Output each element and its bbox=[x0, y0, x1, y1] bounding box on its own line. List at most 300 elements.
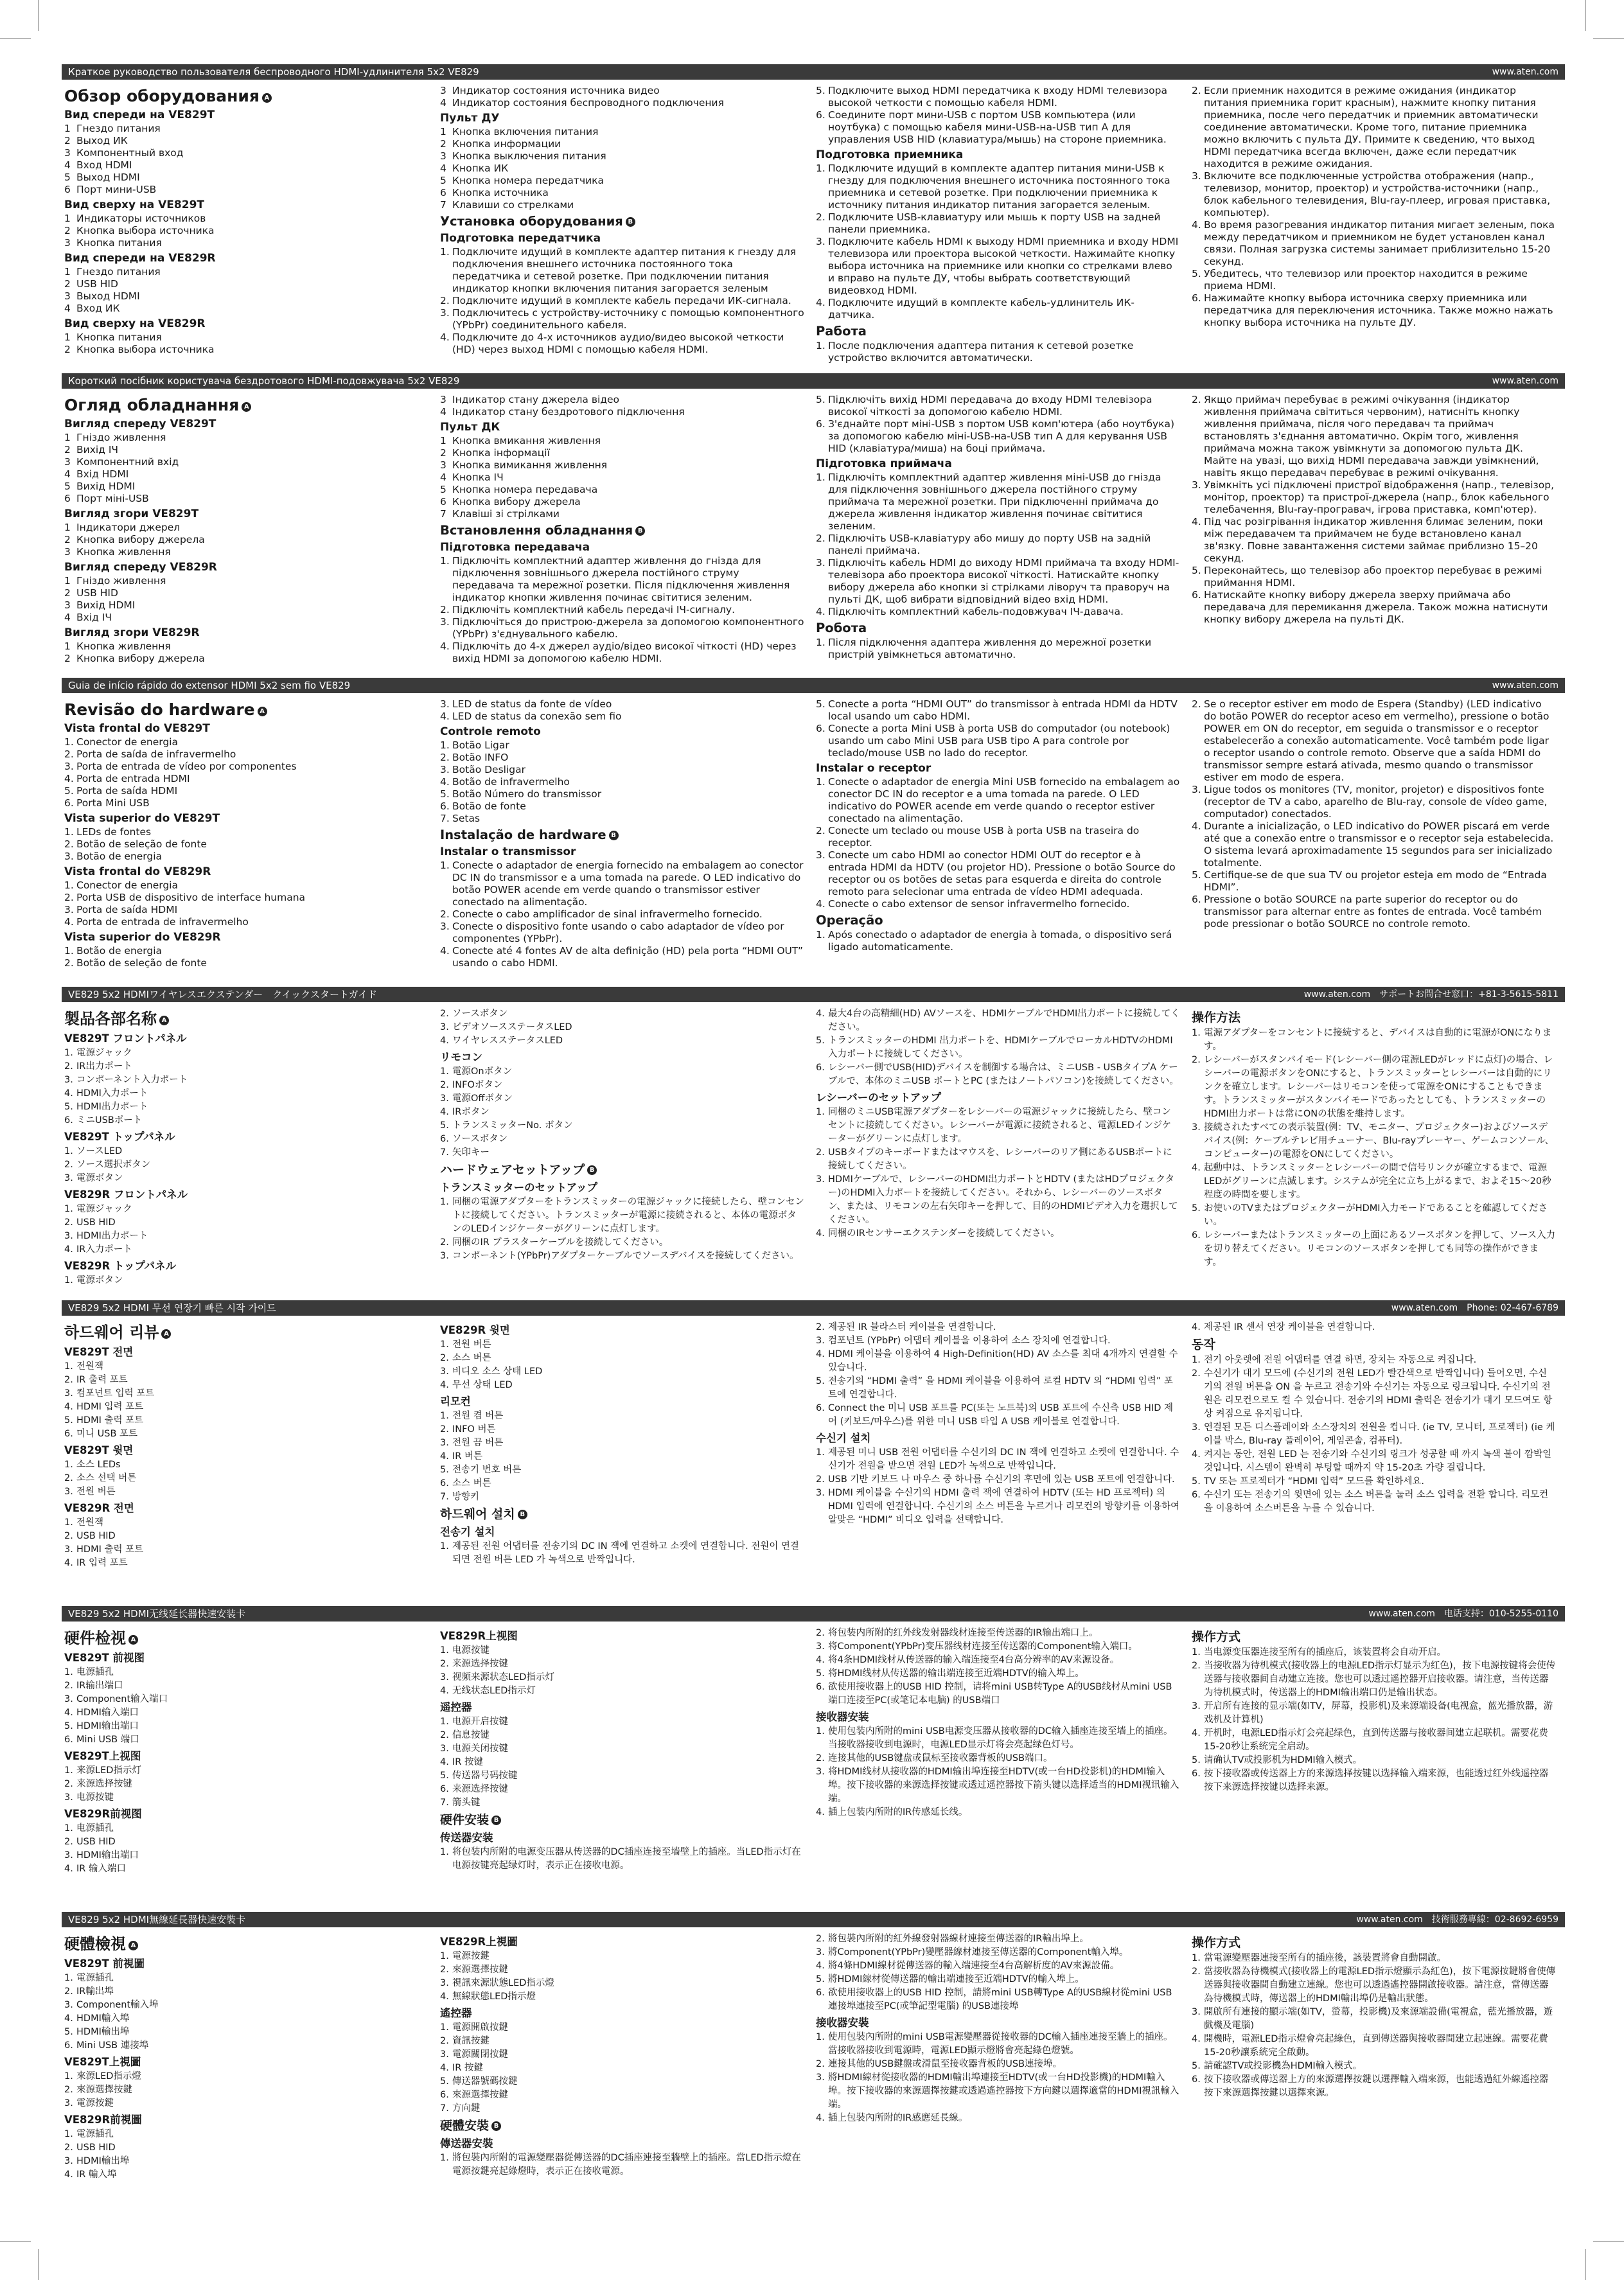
list-item-number: 3. bbox=[1192, 784, 1201, 795]
list-item-number: 3. bbox=[1192, 1122, 1201, 1133]
section-header-title: VE829 5x2 HDMI无线延长器快速安装卡 bbox=[68, 1608, 246, 1620]
list-item bbox=[816, 1752, 1180, 1765]
list-item-number: 3 bbox=[64, 147, 71, 159]
list-item-number: 1. bbox=[440, 1951, 449, 1961]
heading-text: 操作方式 bbox=[1192, 1630, 1241, 1644]
heading-text: Vista superior do VE829R bbox=[64, 931, 221, 944]
list-item-text: Кнопка інформації bbox=[452, 447, 550, 459]
heading-text: Controle remoto bbox=[440, 725, 541, 738]
heading-text: VE829T 윗면 bbox=[64, 1444, 134, 1456]
list-item-number: 7. bbox=[440, 1492, 449, 1502]
list-item-text: USB HID bbox=[76, 278, 118, 290]
heading-text: 遙控器 bbox=[440, 2007, 472, 2019]
list-item-number: 2. bbox=[1192, 85, 1201, 96]
list-item-number: 1. bbox=[440, 1197, 449, 1207]
heading-text: Вид спереди на VE829T bbox=[64, 109, 215, 121]
group-heading bbox=[816, 457, 1180, 471]
list-item bbox=[64, 1087, 428, 1100]
list-item bbox=[64, 957, 428, 969]
list-item-number: 1 bbox=[64, 266, 71, 278]
list-item-text: Підключіть комплектний адаптер живлення до гнізда для підключення зовнішнього джерела постійного струму передавача та мережної розетки. Після підключення живлення індикатор кнопки живлення починає світитися зеленим. bbox=[452, 555, 790, 603]
section-title bbox=[64, 395, 428, 415]
text-column bbox=[437, 1627, 813, 1876]
list-item-text: 来源LED指示灯 bbox=[76, 1765, 141, 1776]
list-item-number: 5. bbox=[816, 1668, 825, 1679]
list-item bbox=[64, 1530, 428, 1543]
list-item-number: 4 bbox=[440, 163, 446, 174]
list-item bbox=[816, 723, 1180, 759]
list-item-number: 5. bbox=[1192, 1203, 1201, 1214]
list-item-number: 3. bbox=[440, 1366, 449, 1377]
list-item bbox=[440, 394, 804, 406]
list-item-number: 1 bbox=[64, 522, 71, 533]
list-item-text: 電源插孔 bbox=[76, 1973, 114, 1983]
section-header-title: VE829 5x2 HDMI 무선 연장기 빠른 시작 가이드 bbox=[68, 1302, 276, 1314]
list-item-text: 将Component(YPbPr)变压器线材连接至传送器的Component输入端口。 bbox=[828, 1641, 1138, 1652]
section-header-bar bbox=[62, 373, 1565, 389]
list-item-number: 1. bbox=[440, 2022, 449, 2033]
list-item bbox=[1192, 1367, 1556, 1421]
list-item bbox=[440, 1742, 804, 1756]
heading-text: VE829R前视图 bbox=[64, 1808, 142, 1820]
list-item-text: HDMI 입력 포트 bbox=[76, 1402, 144, 1412]
list-item bbox=[1192, 1754, 1556, 1767]
list-item-number: 3. bbox=[816, 2072, 825, 2083]
list-item bbox=[816, 163, 1180, 211]
list-item-text: HDMIケーブルで、レシーバーのHDMI出力ポートとHDTV (またはHDプロジェクター)のHDMI入力ポートを接続してください。それから、レシーバーのソースボタン、または、リモコンの左右矢印キーを押して、目的のHDMIビデオ入力を選択してください。 bbox=[828, 1174, 1178, 1225]
text-column bbox=[437, 85, 813, 364]
list-item bbox=[816, 2031, 1180, 2058]
list-item-number: 1 bbox=[64, 213, 71, 224]
list-item bbox=[816, 825, 1180, 849]
list-item bbox=[64, 653, 428, 665]
subsection-title bbox=[440, 827, 804, 843]
list-item-number: 2. bbox=[440, 2036, 449, 2046]
heading-text: 操作方法 bbox=[1192, 1011, 1241, 1025]
list-item bbox=[440, 555, 804, 604]
list-item bbox=[440, 126, 804, 138]
list-item bbox=[816, 109, 1180, 146]
list-item bbox=[64, 1374, 428, 1387]
list-item bbox=[440, 788, 804, 800]
list-item-number: 7 bbox=[440, 199, 446, 211]
group-heading bbox=[64, 812, 428, 826]
list-item bbox=[440, 484, 804, 496]
list-item-text: 電源開啟按鍵 bbox=[452, 2022, 508, 2033]
list-item-number: 1. bbox=[440, 2153, 449, 2163]
list-item bbox=[64, 1145, 428, 1158]
list-item bbox=[440, 1769, 804, 1783]
list-item bbox=[440, 1007, 804, 1021]
group-heading bbox=[440, 845, 804, 859]
list-item-number: 5. bbox=[816, 85, 825, 96]
list-item-text: Після підключення адаптера живлення до мережної розетки пристрій увімкнеться автоматично. bbox=[828, 637, 1152, 660]
list-item bbox=[440, 1021, 804, 1034]
list-item bbox=[816, 849, 1180, 898]
group-heading bbox=[64, 2055, 428, 2069]
list-item-number: 2. bbox=[64, 2143, 73, 2153]
list-item bbox=[440, 2089, 804, 2102]
subsection-title bbox=[816, 621, 1180, 636]
list-item bbox=[440, 1338, 804, 1352]
list-item-number: 3. bbox=[64, 2156, 73, 2166]
group-heading bbox=[64, 1651, 428, 1665]
heading-text: VE829T 前視圖 bbox=[64, 1957, 145, 1970]
list-item bbox=[64, 1835, 428, 1849]
heading-text: Вид сверху на VE829T bbox=[64, 199, 205, 211]
list-item-number: 4. bbox=[64, 1708, 73, 1718]
list-item-number: 3. bbox=[64, 1231, 73, 1241]
list-item-text: Кнопка ИК bbox=[452, 163, 509, 174]
list-item-number: 6. bbox=[440, 800, 450, 812]
list-item-text: IR入力ポート bbox=[76, 1244, 132, 1255]
list-item bbox=[64, 123, 428, 135]
list-item-number: 1. bbox=[64, 736, 74, 748]
list-item-number: 5. bbox=[1192, 2061, 1201, 2071]
list-item-number: 4 bbox=[64, 468, 71, 480]
list-item-number: 2. bbox=[440, 1730, 449, 1740]
list-item-text: トランスミッターNo. ボタン bbox=[452, 1120, 573, 1131]
list-item-text: HDMI输出端口 bbox=[76, 1721, 139, 1731]
list-item-number: 5 bbox=[64, 172, 71, 183]
text-column bbox=[62, 1627, 437, 1876]
list-item-text: IRボタン bbox=[452, 1107, 490, 1117]
list-item-text: Кнопка живлення bbox=[76, 641, 171, 652]
list-item bbox=[64, 575, 428, 587]
list-item-text: お使いのTVまたはプロジェクターがHDMI入力モードであることを確認してください。 bbox=[1204, 1203, 1548, 1227]
list-item-text: Porta de entrada HDMI bbox=[76, 773, 190, 784]
list-item-number: 1. bbox=[816, 1726, 825, 1737]
list-item-text: Гнездо питания bbox=[76, 123, 161, 134]
list-item-number: 4. bbox=[816, 1349, 825, 1359]
list-item-number: 3 bbox=[440, 394, 446, 405]
list-item-number: 1. bbox=[816, 163, 825, 174]
list-item bbox=[64, 2070, 428, 2083]
list-item-text: Вход ИК bbox=[76, 303, 120, 314]
group-heading bbox=[64, 1807, 428, 1821]
list-item bbox=[64, 748, 428, 761]
heading-text: Vista superior do VE829T bbox=[64, 812, 220, 825]
list-item bbox=[64, 1764, 428, 1778]
list-item-text: Переконайтесь, що телевізор або проектор перебуває в режимі приймання HDMI. bbox=[1204, 565, 1542, 588]
list-item-text: 來源選擇按鍵 bbox=[452, 1965, 508, 1975]
list-item-text: Кнопка вибору джерела bbox=[76, 653, 205, 664]
list-item-text: 电源开启按键 bbox=[452, 1717, 508, 1727]
section-header-title: Краткое руководство пользователя беспроводного HDMI-удлинителя 5x2 VE829 bbox=[68, 66, 479, 78]
list-item bbox=[816, 1681, 1180, 1708]
list-item bbox=[64, 2168, 428, 2182]
heading-text: 硬體檢視 bbox=[64, 1935, 126, 1953]
list-item-number: 3 bbox=[64, 599, 71, 611]
list-item-number: 1. bbox=[64, 1146, 73, 1156]
list-item bbox=[64, 1849, 428, 1862]
list-item bbox=[1192, 219, 1556, 268]
group-heading bbox=[64, 865, 428, 879]
list-item-text: 电源插孔 bbox=[76, 1667, 114, 1677]
group-heading bbox=[440, 1701, 804, 1715]
list-item-number: 2. bbox=[64, 1217, 73, 1228]
list-item-number: 5. bbox=[1192, 565, 1201, 576]
heading-text: VE829R フロントパネル bbox=[64, 1189, 188, 1201]
list-item-number: 2 bbox=[64, 653, 71, 664]
group-heading bbox=[64, 931, 428, 944]
list-item-number: 2. bbox=[816, 1474, 825, 1485]
section-header-title: Guia de início rápido do extensor HDMI 5x2 sem fio VE829 bbox=[68, 680, 351, 691]
list-item bbox=[816, 1986, 1180, 2013]
list-item-text: 제공된 미니 USB 전원 어댑터를 수신기의 DC IN 잭에 연결하고 소켓에 연결합니다. 수신기가 전원을 받으면 전원 LED가 녹색으로 반짝입니다. bbox=[828, 1447, 1179, 1471]
list-item-text: IR出力ポート bbox=[76, 1061, 132, 1072]
list-item-number: 1. bbox=[816, 340, 825, 351]
list-item-text: 連接其他的USB鍵盤或滑鼠至接收器背板的USB連接埠。 bbox=[828, 2059, 1063, 2069]
list-item-text: Вихід HDMI bbox=[76, 599, 136, 611]
list-item-number: 5. bbox=[1192, 1755, 1201, 1765]
list-item-number: 3. bbox=[64, 1173, 73, 1183]
list-item-number: 1. bbox=[64, 1048, 73, 1058]
list-item bbox=[440, 1977, 804, 1990]
list-item-text: 接続されたすべての表示装置(例：TV、モニター、プロジェクター)およびソースデバイス(例：ケーブルテレビ用チューナー、Blu-rayプレーヤー、ゲームコンソール、コンピューター)の電源をONにしてください。 bbox=[1204, 1122, 1555, 1160]
subsection-title bbox=[1192, 1935, 1556, 1951]
group-heading bbox=[64, 317, 428, 331]
list-item-number: 3 bbox=[64, 237, 71, 249]
list-item-number: 2 bbox=[64, 587, 71, 599]
list-item-number: 2. bbox=[816, 1628, 825, 1638]
section-header-bar bbox=[62, 678, 1565, 693]
list-item-number: 2. bbox=[816, 2059, 825, 2069]
list-item-number: 3. bbox=[440, 616, 450, 628]
list-item-text: Во время разогревания индикатор питания мигает зеленым, пока между передатчиком и приемником не будет установлен канал связи. Полная загрузка системы занимает приблизительно 15-20 секунд. bbox=[1204, 219, 1555, 267]
list-item-number: 4. bbox=[1192, 516, 1201, 527]
group-heading bbox=[64, 252, 428, 265]
heading-text: Робота bbox=[816, 621, 867, 635]
list-item-number: 2. bbox=[1192, 698, 1201, 710]
group-heading bbox=[64, 561, 428, 574]
list-item-number: 5. bbox=[816, 394, 825, 405]
list-item bbox=[440, 698, 804, 711]
list-item bbox=[1192, 565, 1556, 589]
list-item bbox=[1192, 170, 1556, 219]
list-item bbox=[816, 1487, 1180, 1527]
list-item-text: 同梱のミニUSB電源アダプターをレシーバーの電源ジャックに接続したら、壁コンセントに接続してください。レシーバーが電源に接続されると、電源LEDインジケーターがグリーンに点灯します。 bbox=[828, 1107, 1172, 1144]
list-item-text: 同梱の電源アダプターをトランスミッターの電源ジャックに接続したら、壁コンセントに接続してください。トランスミッターが電源に接続されると、本体の電源ボタンのLEDインジケーターがグリーンに点灯します。 bbox=[452, 1197, 804, 1234]
group-heading bbox=[440, 2137, 804, 2151]
section-portuguese bbox=[62, 678, 1565, 985]
list-item-number: 4. bbox=[440, 331, 450, 343]
list-item bbox=[816, 929, 1180, 953]
group-heading bbox=[816, 148, 1180, 162]
list-item-number: 6. bbox=[1192, 589, 1201, 601]
section-header-contact: www.aten.com bbox=[1492, 67, 1558, 77]
list-item-number: 3. bbox=[440, 1672, 449, 1683]
list-item bbox=[440, 2152, 804, 2178]
list-item-number: 6. bbox=[64, 1735, 73, 1745]
list-item-number: 2. bbox=[816, 1753, 825, 1763]
list-item bbox=[64, 1472, 428, 1485]
list-item-number: 4. bbox=[1192, 1322, 1201, 1332]
list-item bbox=[1192, 1162, 1556, 1202]
list-item-number: 2. bbox=[64, 748, 74, 760]
text-column bbox=[813, 698, 1189, 969]
list-item-text: Conector de energia bbox=[76, 736, 178, 748]
list-item bbox=[440, 1379, 804, 1392]
list-item-number: 5. bbox=[440, 1120, 449, 1131]
list-item-number: 6. bbox=[816, 109, 825, 121]
list-item-number: 6. bbox=[1192, 2074, 1201, 2085]
list-item bbox=[440, 1450, 804, 1463]
section-header-contact: www.aten.com 技術服務專線：02-8692-6959 bbox=[1356, 1914, 1558, 1925]
list-item-text: レシーバーまたはトランスミッターの上面にあるソースボタンを押して、ソース入力を切り替えてください。リモコンのソースボタンを押しても同等の操作ができます。 bbox=[1204, 1230, 1556, 1268]
list-item bbox=[64, 135, 428, 147]
list-item-text: Подключите до 4-х источников аудио/видео высокой четкости (HD) через выход HDMI с помощью кабеля HDMI. bbox=[452, 331, 784, 355]
list-item-number: 5. bbox=[64, 1102, 73, 1112]
list-item-text: 當電源變壓器連接至所有的插座後，該裝置將會自動開啟。 bbox=[1204, 1953, 1446, 1963]
list-item-number: 4. bbox=[1192, 1163, 1201, 1173]
text-column bbox=[62, 394, 437, 665]
list-item bbox=[64, 1693, 428, 1706]
list-item-text: Подключите идущий в комплекте кабель-удлинитель ИК-датчика. bbox=[828, 297, 1134, 321]
text-column bbox=[813, 1007, 1189, 1287]
list-item bbox=[816, 1932, 1180, 1946]
text-column bbox=[62, 698, 437, 969]
list-item bbox=[816, 698, 1180, 723]
list-item bbox=[816, 1034, 1180, 1061]
list-item-number: 4. bbox=[440, 1451, 449, 1462]
list-item-number: 5. bbox=[816, 698, 825, 710]
list-item-number: 1. bbox=[440, 1411, 449, 1421]
list-item bbox=[1192, 1952, 1556, 1965]
list-item-text: TV 또는 프로젝터가 “HDMI 입력” 모드를 확인하세요. bbox=[1204, 1476, 1425, 1487]
list-item-text: 信息按键 bbox=[452, 1730, 490, 1740]
group-heading bbox=[816, 1431, 1180, 1445]
list-item-number: 3 bbox=[64, 290, 71, 302]
list-item bbox=[440, 752, 804, 764]
list-item bbox=[816, 533, 1180, 557]
list-item bbox=[1192, 1646, 1556, 1659]
list-item bbox=[64, 1791, 428, 1805]
list-item bbox=[1192, 1700, 1556, 1727]
heading-text: 리모컨 bbox=[440, 1395, 471, 1408]
list-item-text: LED de status da fonte de vídeo bbox=[452, 698, 612, 710]
list-item bbox=[64, 172, 428, 184]
list-item bbox=[440, 2035, 804, 2048]
list-item-text: 方向鍵 bbox=[452, 2103, 481, 2114]
list-item-text: 同梱のIR ブラスターケーブルを接続してください。 bbox=[452, 1237, 669, 1248]
group-heading bbox=[440, 1831, 804, 1845]
list-item bbox=[440, 1540, 804, 1567]
text-column bbox=[813, 394, 1189, 665]
list-item bbox=[64, 587, 428, 599]
list-item-number: 3. bbox=[816, 557, 825, 569]
list-item-text: 开启所有连接的显示端(如TV，屏幕，投影机)及来源端设备(电视盒，蓝光播放器，游戏机及计算机) bbox=[1204, 1701, 1553, 1725]
text-column bbox=[813, 1627, 1189, 1876]
list-item-number: 1 bbox=[64, 641, 71, 652]
list-item-number: 4. bbox=[1192, 1728, 1201, 1738]
figure-reference-badge: A bbox=[262, 93, 272, 103]
list-item-text: IR輸出埠 bbox=[76, 1986, 114, 1997]
list-item bbox=[64, 785, 428, 797]
list-item-text: Подключите USB-клавиатуру или мышь к порту USB на задней панели приемника. bbox=[828, 211, 1161, 235]
list-item-number: 3. bbox=[64, 1075, 73, 1085]
text-column bbox=[813, 85, 1189, 364]
list-item-text: 전원 버튼 bbox=[76, 1487, 116, 1497]
list-item-number: 4. bbox=[816, 297, 825, 308]
list-item-text: Conecte um cabo HDMI ao conector HDMI OUT do receptor e à entrada HDMI da HDTV (ou projetor HD). Pressione o botão Source do receptor ou os botões de setas para esquerda e direita do controle remoto para selecionar uma entrada de vídeo HDMI adequada. bbox=[828, 849, 1176, 897]
list-item-text: HDMI 출력 포트 bbox=[76, 1415, 144, 1426]
list-item-number: 1. bbox=[64, 879, 74, 891]
list-item-text: 电源按键 bbox=[76, 1792, 114, 1803]
list-item bbox=[816, 1973, 1180, 1986]
heading-text: 接收器安装 bbox=[816, 1711, 869, 1723]
list-item bbox=[64, 225, 428, 237]
section-title bbox=[64, 1628, 428, 1648]
list-item-text: 请确认TV或投影机为HDMI输入模式。 bbox=[1204, 1755, 1363, 1765]
list-item-text: 電源插孔 bbox=[76, 2129, 114, 2139]
list-item-text: Підключіться до пристрою-джерела за допомогою компонентного (YPbPr) з'єднувального кабелю. bbox=[452, 616, 804, 640]
list-item-text: 開啟所有連接的顯示端(如TV，螢幕，投影機)及來源端設備(電視盒，藍光播放器，遊戲機及電腦) bbox=[1204, 2007, 1553, 2031]
heading-text: Operação bbox=[816, 913, 883, 928]
list-item-number: 3. bbox=[816, 849, 825, 861]
heading-text: Вигляд спереду VE829T bbox=[64, 418, 216, 430]
list-item-number: 6 bbox=[440, 187, 446, 199]
list-item-text: Выход ИК bbox=[76, 135, 128, 146]
list-item-number: 2. bbox=[64, 1160, 73, 1170]
list-item bbox=[64, 1485, 428, 1499]
list-item-text: Підключіть USB-клавіатуру або мишу до порту USB на задній панелі приймача. bbox=[828, 533, 1151, 556]
list-item-text: Компонентный вход bbox=[76, 147, 184, 159]
heading-text: トランスミッターのセットアップ bbox=[440, 1181, 598, 1194]
list-item-number: 4. bbox=[440, 1992, 449, 2002]
list-item-text: 欲使用接收器上的USB HID 控制，請將mini USB轉Type A的USB線材從mini USB連接埠連接至PC(或筆記型電腦) 的USB連接埠 bbox=[828, 1988, 1172, 2011]
list-item-text: Кнопка выключения питания bbox=[452, 150, 606, 162]
list-item bbox=[440, 472, 804, 484]
list-item-number: 5. bbox=[64, 1415, 73, 1426]
group-heading bbox=[64, 1501, 428, 1516]
list-item-number: 2. bbox=[440, 1009, 449, 1019]
list-item bbox=[816, 85, 1180, 109]
list-item-text: Індикатор стану бездротового підключення bbox=[452, 406, 685, 418]
list-item-number: 3. bbox=[440, 2049, 449, 2060]
list-item-number: 3. bbox=[1192, 479, 1201, 491]
list-item bbox=[440, 641, 804, 665]
list-item bbox=[440, 1133, 804, 1146]
list-item-text: Botão Número do transmissor bbox=[452, 788, 602, 800]
text-column bbox=[62, 1321, 437, 1570]
heading-text: Обзор оборудования bbox=[64, 87, 260, 105]
heading-text: Вигляд спереду VE829R bbox=[64, 561, 217, 574]
list-item-text: Connect the 미니 USB 포트를 PC(또는 노트북)의 USB 포트에 수신측 USB HID 제어 (키보드/마우스)를 위한 미니 USB 타입 A USB 케이블로 연결합니다. bbox=[828, 1403, 1174, 1427]
heading-text: VE829T 前视图 bbox=[64, 1652, 145, 1664]
list-item-number: 6 bbox=[64, 493, 71, 504]
list-item bbox=[64, 1706, 428, 1720]
group-heading bbox=[440, 1050, 804, 1065]
list-item-text: 当接收器为待机模式(接收器上的电源LED指示灯显示为红色)，按下电源按键将会使传送器与接收器间自动建立连接。您也可以透过遥控器开启接收器。请注意，当传送器为待机模式时，传送器上的HDMI输出端口仍是输出状态。 bbox=[1204, 1661, 1556, 1698]
list-item-number: 4. bbox=[1192, 1449, 1201, 1460]
list-item bbox=[816, 1106, 1180, 1146]
list-item bbox=[64, 879, 428, 892]
list-item bbox=[1192, 1659, 1556, 1700]
list-item-number: 5. bbox=[1192, 1476, 1201, 1487]
heading-text: VE829T 전면 bbox=[64, 1346, 134, 1358]
list-item-text: 소스 버튼 bbox=[452, 1353, 491, 1363]
list-item-number: 1. bbox=[64, 2071, 73, 2081]
list-item bbox=[1192, 1767, 1556, 1794]
list-item bbox=[440, 1729, 804, 1742]
heading-text: 수신기 설치 bbox=[816, 1432, 871, 1444]
heading-text: Работа bbox=[816, 324, 867, 339]
list-item-number: 2. bbox=[816, 1322, 825, 1332]
group-heading bbox=[64, 418, 428, 431]
list-item-number: 4. bbox=[440, 2063, 449, 2073]
list-item-text: Выход HDMI bbox=[76, 290, 140, 302]
